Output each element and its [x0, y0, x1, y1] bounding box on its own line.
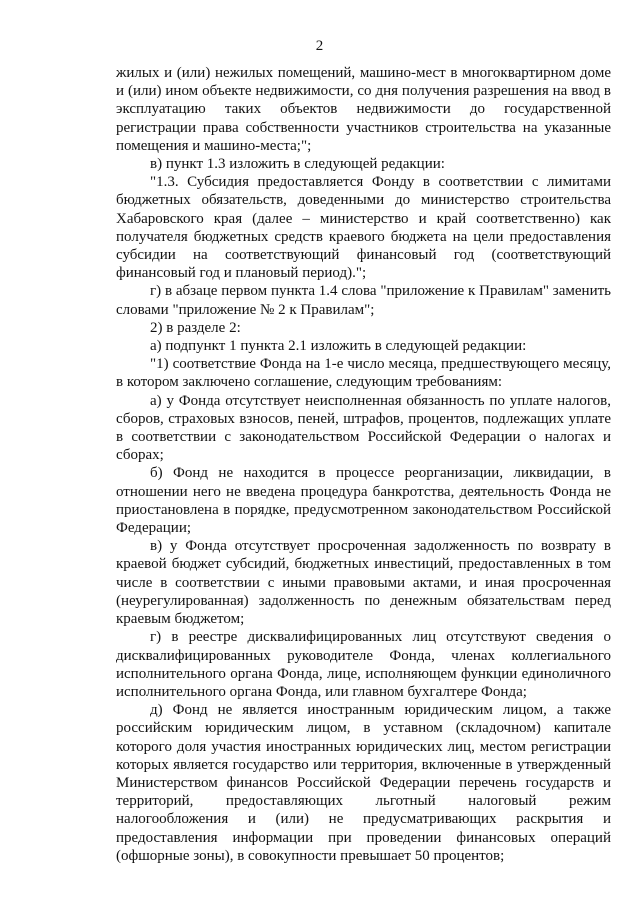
paragraph-requirement-b: б) Фонд не находится в процессе реорганизации, ликвидации, в отношении него не введена процедура банкротства, деятельность Фонда не приостановлена в порядке, предусмотренном законодательством Российской Федерации;	[116, 465, 611, 537]
paragraph-subitem-a: а) подпункт 1 пункта 2.1 изложить в следующей редакции:	[150, 338, 527, 355]
page-number: 2	[315, 38, 324, 54]
paragraph-requirement-g: г) в реестре дисквалифицированных лиц отсутствуют сведения о дисквалифицированных руководителе Фонда, членах коллегиального исполнительного органа Фонда, лице, исполняющем функции единоличного исполнительного органа Фонда, или главном бухгалтере Фонда;	[116, 629, 611, 700]
paragraph-requirement-1: "1) соответствие Фонда на 1-е число месяца, предшествующего месяцу, в котором заключено соглашение, следующим требованиям:	[116, 356, 611, 391]
paragraph-item-g: г) в абзаце первом пункта 1.4 слова "приложение к Правилам" заменить словами "приложение № 2 к Правилам";	[116, 283, 611, 318]
paragraph-requirement-v: в) у Фонда отсутствует просроченная задолженность по возврату в краевой бюджет субсидий, бюджетных инвестиций, предоставленных в том числе в соответствии с иными правовыми актами, и иная просроченная (неурегулированная) задолженность по денежным обязательствам перед краевым бюджетом;	[116, 538, 611, 628]
paragraph-continuation: жилых и (или) нежилых помещений, машино-мест в многоквартирном доме и (или) ином объекте недвижимости, со дня получения разрешения на ввод в эксплуатацию таких объектов недвижимости до государственной регистрации права собственности участников строительства на указанные помещения и машино-места;";	[116, 65, 611, 154]
paragraph-section-2: 2) в разделе 2:	[150, 319, 241, 336]
paragraph-requirement-d: д) Фонд не является иностранным юридическим лицом, а также российским юридическим лицом, в уставном (складочном) капитале которого доля участия иностранных юридических лиц, местом регистрации которых является государство или территория, включенные в утвержденный Министерством финансов Российской Федерации перечень государств и территорий, предоставляющих льготный налоговый режим налогообложения и (или) не предусматривающих раскрытия и предоставления информации при проведении финансовых операций (офшорные зоны), в совокупности превышает 50 процентов;	[116, 702, 611, 864]
document-body	[116, 64, 611, 865]
paragraph-requirement-a: а) у Фонда отсутствует неисполненная обязанность по уплате налогов, сборов, страховых взносов, пеней, штрафов, процентов, подлежащих уплате в соответствии с законодательством Российской Федерации о налогах и сборах;	[116, 392, 611, 464]
paragraph-clause-1-3: "1.3. Субсидия предоставляется Фонду в соответствии с лимитами бюджетных обязательств, доведенными до министерство строительства Хабаровского края (далее – министерство и край соответственно) как получателя бюджетных средств краевого бюджета на цели предоставления субсидии на соответствующий финансовый год (соответствующий финансовый год и плановый период).";	[116, 174, 611, 282]
paragraph-item-v: в) пункт 1.3 изложить в следующей редакции:	[150, 156, 445, 173]
